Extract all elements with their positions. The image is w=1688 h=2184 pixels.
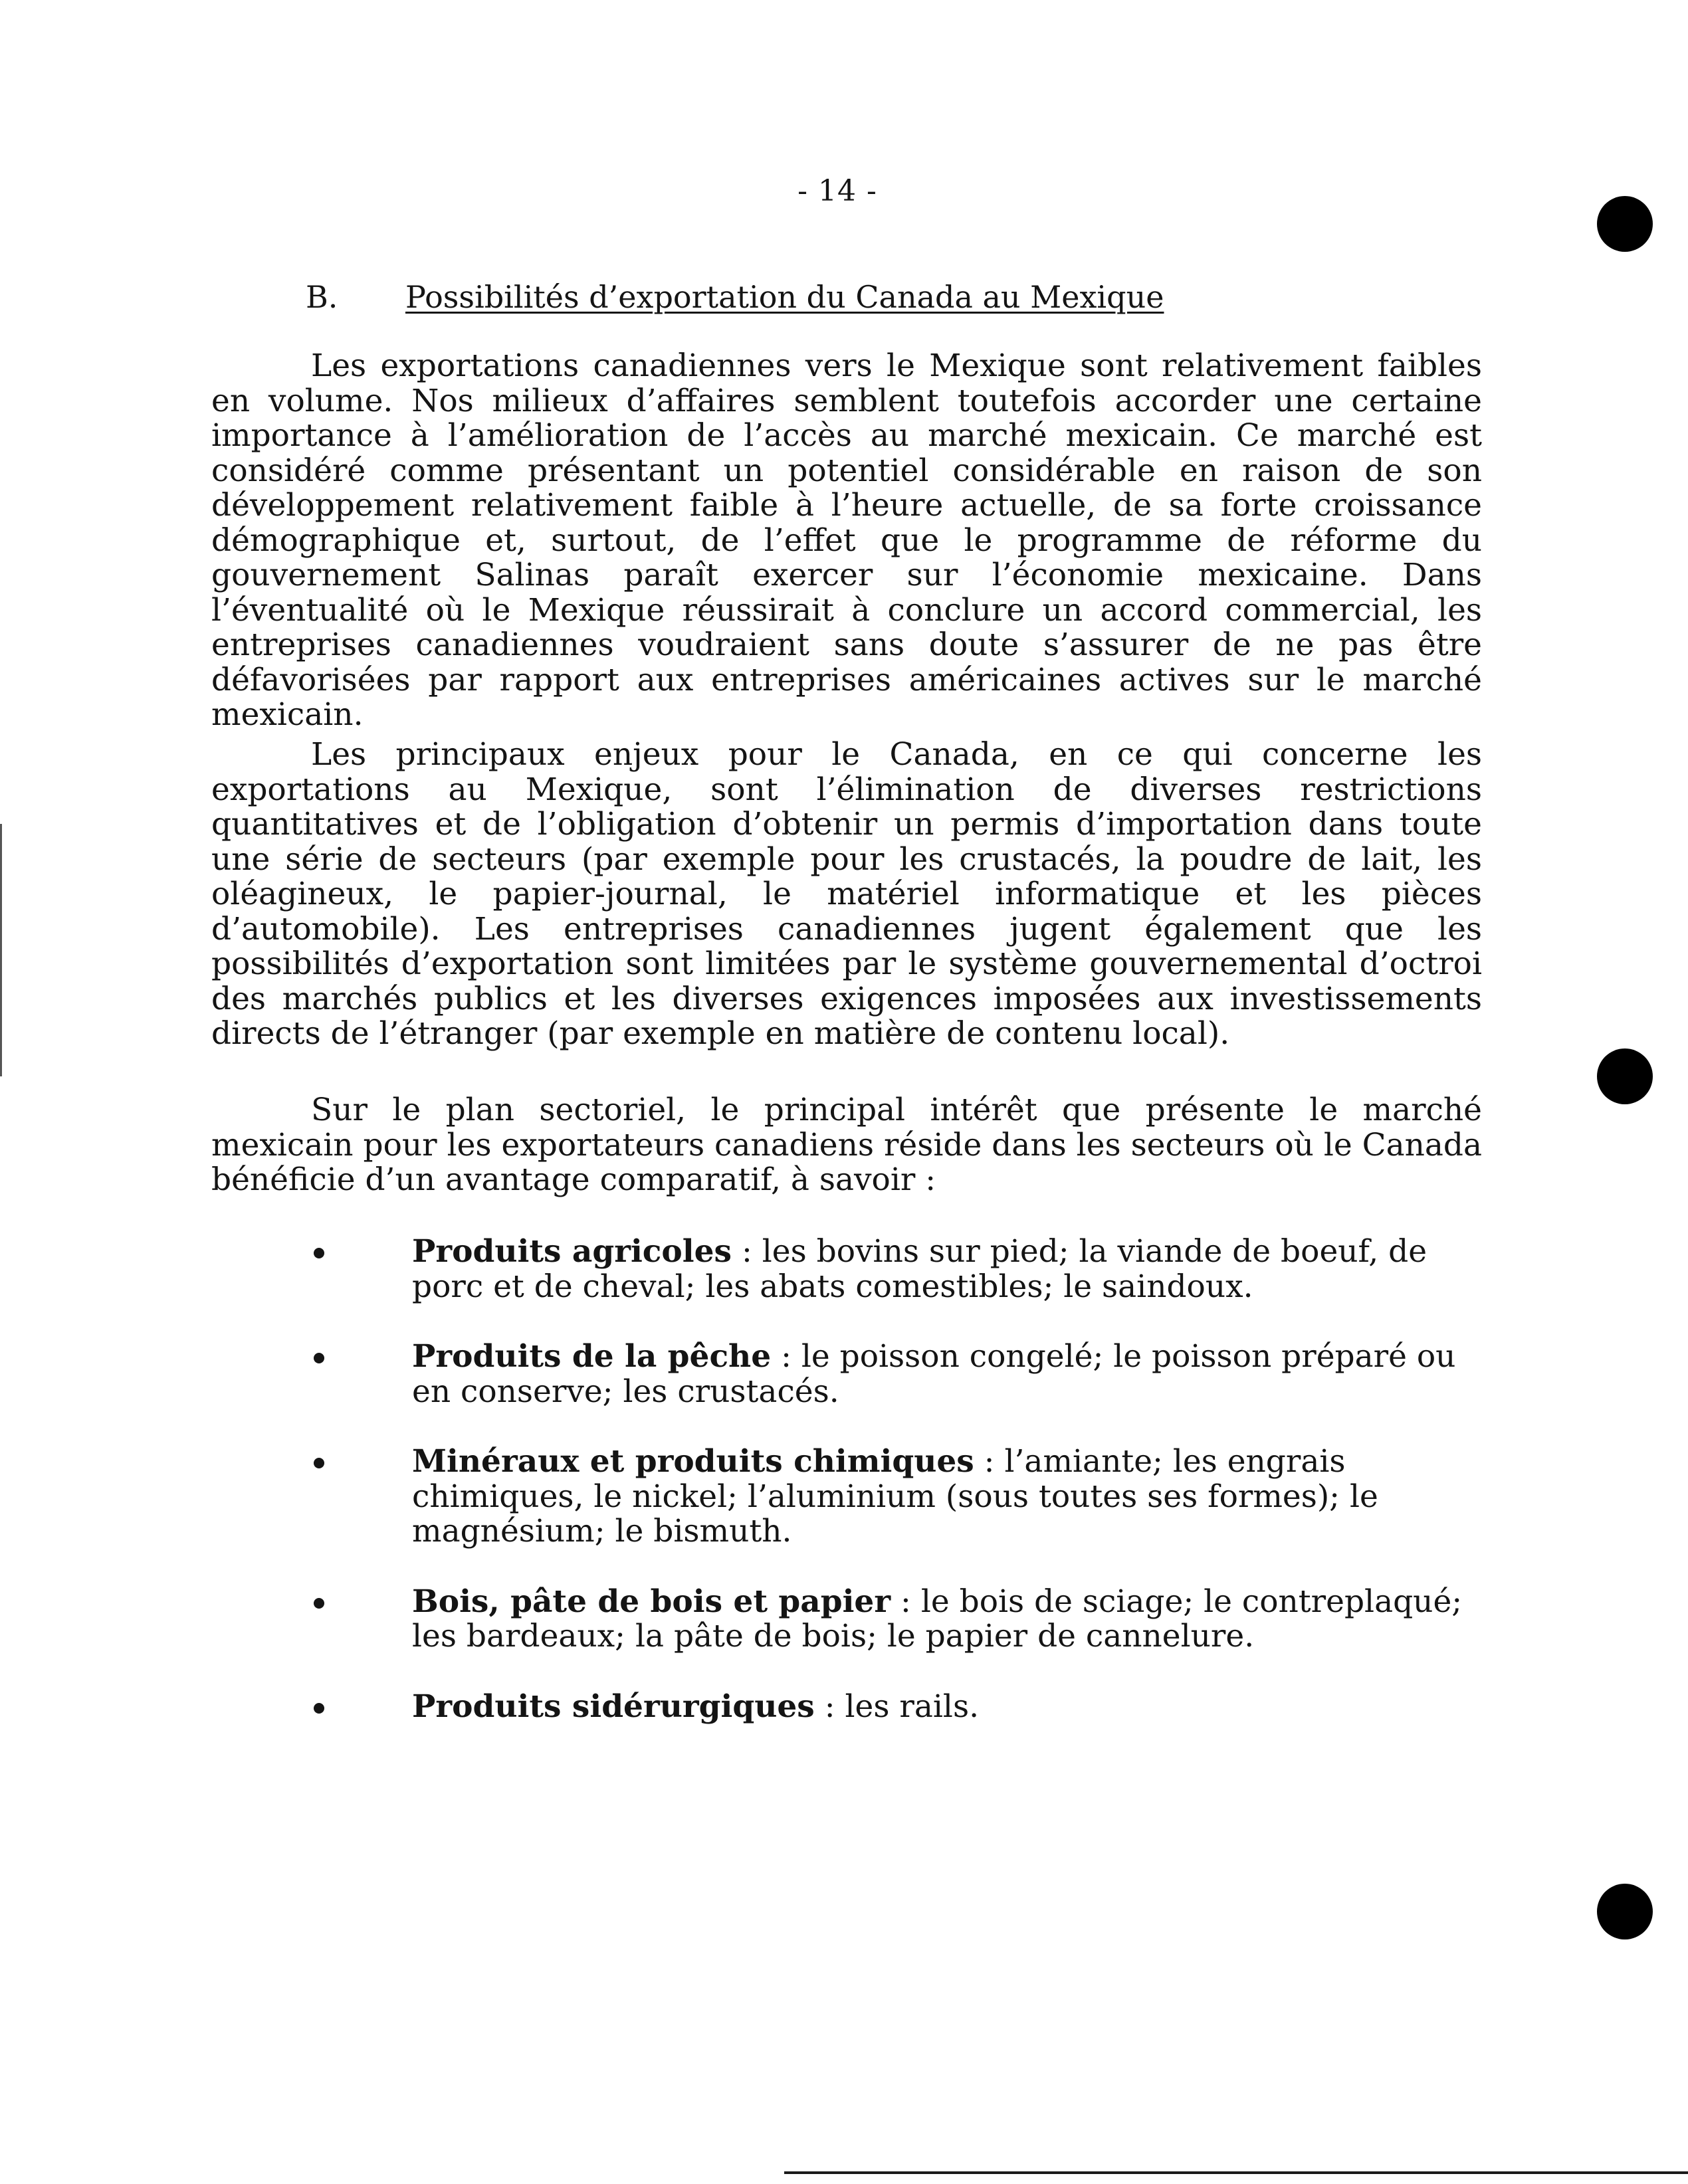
list-item-separator: : xyxy=(891,1583,921,1620)
bullet-icon xyxy=(314,1248,324,1258)
list-item-separator: : xyxy=(771,1338,801,1375)
section-heading xyxy=(306,279,1164,315)
list-item-text: l’amiante; les engrais chimiques, le nickel; l’aluminium (sous toutes ses formes); le magnésium; le bismuth. xyxy=(412,1443,1378,1549)
section-title: Possibilités d’exportation du Canada au Mexique xyxy=(405,279,1164,315)
list-item-agricultural xyxy=(306,1235,1482,1304)
list-item-term: Produits agricoles xyxy=(412,1233,732,1270)
paragraph-main-issues: Les principaux enjeux pour le Canada, en ce qui concerne les exportations au Mexique, sont l’élimination de diverses restrictions quantitatives et de l’obligation d’obtenir un permis d’importation dans toute une série de secteurs (par exemple pour les crustacés, la poudre de lait, les oléagineux, le papier-journal, le matériel informatique et les pièces d’automobile). Les entreprises canadiennes jugent également que les possibilités d’exportation sont limitées par le système gouvernemental d’octroi des marchés publics et les diverses exigences imposées aux investissements directs de l’étranger (par exemple en matière de contenu local). xyxy=(211,736,1482,1052)
list-item-term: Produits sidérurgiques xyxy=(412,1688,815,1725)
binder-hole-icon xyxy=(1597,1048,1653,1104)
list-item-text: les rails. xyxy=(845,1688,980,1725)
bullet-icon xyxy=(314,1598,324,1609)
paragraph-exports-volume: Les exportations canadiennes vers le Mexique sont relativement faibles en volume. Nos milieux d’affaires semblent toutefois accorder une certaine importance à l’amélioration de l’accès au marché mexicain. Ce marché est considéré comme présentant un potentiel considérable en raison de son développement relativement faible à l’heure actuelle, de sa forte croissance démographique et, surtout, de l’effet que le programme de réforme du gouvernement Salinas paraît exercer sur l’économie mexicaine. Dans l’éventualité où le Mexique réussirait à conclure un accord commercial, les entreprises canadiennes voudraient sans doute s’assurer de ne pas être défavorisées par rapport aux entreprises américaines actives sur le marché mexicain. xyxy=(211,347,1482,733)
bullet-icon xyxy=(314,1458,324,1468)
binder-hole-icon xyxy=(1597,196,1653,252)
list-item-term: Produits de la pêche xyxy=(412,1338,772,1375)
list-item-separator: : xyxy=(814,1688,845,1725)
bullet-icon xyxy=(314,1353,324,1363)
list-item-minerals xyxy=(306,1444,1482,1549)
section-letter: B. xyxy=(306,279,338,315)
list-item-term: Minéraux et produits chimiques xyxy=(412,1443,974,1480)
list-item-separator: : xyxy=(974,1443,1005,1480)
list-item-wood-paper xyxy=(306,1585,1482,1654)
list-item-steel xyxy=(306,1690,1482,1725)
list-item-text: le poisson congelé; le poisson préparé ou en conserve; les crustacés. xyxy=(412,1338,1456,1410)
list-item-separator: : xyxy=(732,1233,762,1270)
paragraph-sectoral-interest: Sur le plan sectoriel, le principal intérêt que présente le marché mexicain pour les exportateurs canadiens réside dans les secteurs où le Canada bénéficie d’un avantage comparatif, à savoir : xyxy=(211,1092,1482,1198)
sector-list xyxy=(306,1235,1482,1759)
binder-hole-icon xyxy=(1597,1884,1653,1939)
scan-edge-mark xyxy=(0,824,2,1076)
bullet-icon xyxy=(314,1703,324,1714)
list-item-text: le bois de sciage; le contreplaqué; les bardeaux; la pâte de bois; le papier de cannelure. xyxy=(412,1583,1463,1654)
list-item-fishery xyxy=(306,1340,1482,1409)
list-item-text: les bovins sur pied; la viande de boeuf, de porc et de cheval; les abats comestibles; le saindoux. xyxy=(412,1233,1427,1305)
bottom-rule xyxy=(784,2171,1688,2174)
page-number: - 14 - xyxy=(797,174,877,208)
list-item-term: Bois, pâte de bois et papier xyxy=(412,1583,891,1620)
